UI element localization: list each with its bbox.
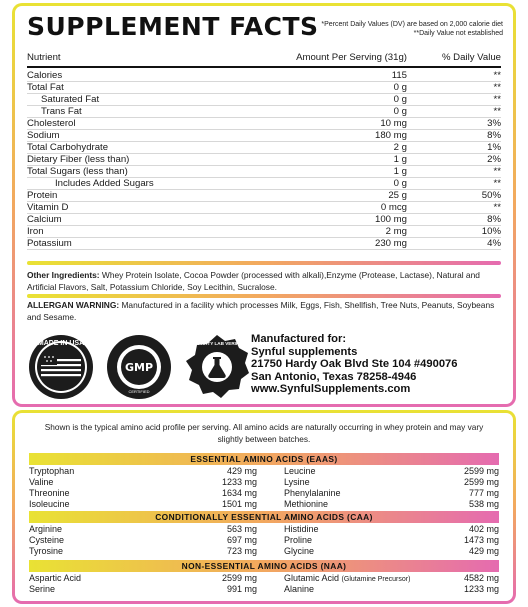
amino-acid-name: Valine [29, 477, 54, 487]
amino-row [29, 573, 499, 583]
dv-note-2: **Daily Value not established [413, 30, 503, 37]
supplement-facts-panel [12, 3, 516, 407]
amino-acid-amount: 991 mg [226, 584, 257, 594]
nutrient-amount: 2 mg [385, 226, 407, 237]
nutrient-name: Trans Fat [41, 106, 82, 117]
amino-acid-name: Glutamic Acid (Glutamine Precursor) [284, 573, 411, 583]
amino-acid-amount: 4582 mg [463, 573, 499, 583]
amino-section-header: NON-ESSENTIAL AMINO ACIDS (NAA) [29, 560, 499, 572]
nutrient-row [27, 142, 501, 154]
amino-acid-name: Phenylalanine [284, 488, 341, 498]
divider-bar-2 [27, 294, 501, 298]
nutrient-name: Iron [27, 226, 44, 237]
amino-acid-amount: 402 mg [468, 524, 499, 534]
nutrient-dv: ** [493, 166, 501, 177]
nutrient-dv: 3% [487, 118, 501, 129]
amino-acid-amount: 1233 mg [221, 477, 257, 487]
amino-acid-amount: 2599 mg [221, 573, 257, 583]
amino-row [29, 488, 499, 498]
dv-note: *Percent Daily Values (DV) are based on 2,000 calorie diet [321, 21, 503, 28]
amino-acid-name: Aspartic Acid [29, 573, 82, 583]
gmp-badge-certified: CERTIFIED [128, 389, 150, 394]
amino-row [29, 524, 499, 534]
manufacturer-line-4: San Antonio, Texas 78258-4946 [251, 370, 417, 383]
amino-acid-name: Histidine [284, 524, 319, 534]
amino-acid-name: Threonine [29, 488, 70, 498]
nutrient-dv: 50% [481, 190, 501, 201]
amino-acid-name: Leucine [284, 466, 316, 476]
nutrient-row [27, 214, 501, 226]
nutrient-amount: 115 [391, 70, 407, 81]
amino-acid-name: Tyrosine [29, 546, 64, 556]
amino-acid-name: Alanine [284, 584, 315, 594]
nutrient-row [27, 202, 501, 214]
header-nutrient: Nutrient [27, 52, 61, 63]
nutrient-name: Sodium [27, 130, 60, 141]
amino-acid-name: Methionine [284, 499, 329, 509]
amino-acid-name: Lysine [284, 477, 310, 487]
nutrient-row [27, 178, 501, 190]
nutrient-row [27, 190, 501, 202]
amino-acid-name: Cysteine [29, 535, 65, 545]
nutrient-amount: 10 mg [380, 118, 407, 129]
nutrient-amount: 100 mg [375, 214, 407, 225]
amino-row [29, 477, 499, 487]
amino-acid-amount: 697 mg [226, 535, 257, 545]
amino-row [29, 546, 499, 556]
usa-badge-text: MADE IN USA [37, 340, 85, 347]
amino-acid-name: Proline [284, 535, 313, 545]
nutrient-name: Saturated Fat [41, 94, 100, 105]
allergen-text: Manufactured in a facility which processes Milk, Eggs, Fish, Shellfish, Tree Nuts, Peanuts, Soybeans and Sesame. [27, 300, 495, 322]
nutrient-name: Total Sugars (less than) [27, 166, 128, 177]
amino-intro-text: Shown is the typical amino acid profile per serving. All amino acids are naturally occurring in whey protein and may vary slightly between batches. [44, 422, 484, 444]
supplement-facts-title: SUPPLEMENT FACTS [27, 12, 319, 41]
amino-section-header: CONDITIONALLY ESSENTIAL AMINO ACIDS (CAA) [29, 511, 499, 523]
nutrient-row [27, 70, 501, 82]
nutrient-row [27, 238, 501, 250]
manufacturer-info [251, 333, 458, 396]
ingredients-text: Whey Protein Isolate, Cocoa Powder (processed with alkali),Enzyme (Protease, Lactase), Natural and Artificial Flavors, Salt, Potassium Chloride, Soy Lecithin, Sucralose. [27, 270, 480, 292]
daily-value-notes [279, 20, 503, 38]
gmp-badge-text: GMP [124, 361, 154, 374]
nutrient-name: Dietary Fiber (less than) [27, 154, 130, 165]
amino-acid-name: Glycine [284, 546, 315, 556]
nutrient-amount: 1 g [393, 166, 407, 177]
divider-bar-1 [27, 261, 501, 265]
amino-acid-amount: 723 mg [226, 546, 257, 556]
nutrient-row [27, 82, 501, 94]
glutamic-note: (Glutamine Precursor) [341, 576, 411, 583]
amino-section-header: ESSENTIAL AMINO ACIDS (EAAS) [29, 453, 499, 465]
nutrient-dv: ** [493, 202, 501, 213]
allergen-warning [27, 299, 499, 323]
allergen-label: ALLERGAN WARNING: [27, 300, 120, 310]
nutrient-amount: 0 mcg [380, 202, 407, 213]
facts-header-row [27, 52, 501, 64]
amino-acid-amount: 777 mg [468, 488, 499, 498]
nutrient-dv: 1% [487, 142, 501, 153]
amino-acid-name: Serine [29, 584, 56, 594]
nutrient-row [27, 166, 501, 178]
amino-acid-amount: 1634 mg [221, 488, 257, 498]
nutrient-name: Total Carbohydrate [27, 142, 109, 153]
amino-acid-amount: 1501 mg [221, 499, 257, 509]
amino-acid-profile-panel [12, 410, 516, 604]
nutrient-name: Vitamin D [27, 202, 69, 213]
nutrient-amount: 180 mg [375, 130, 407, 141]
nutrient-name: Cholesterol [27, 118, 76, 129]
nutrient-row [27, 106, 501, 118]
manufacturer-line-3: 21750 Hardy Oak Blvd Ste 104 #490076 [251, 358, 458, 370]
gmp-certified-badge-icon [105, 333, 173, 401]
nutrient-name: Calcium [27, 214, 62, 225]
amino-row [29, 499, 499, 509]
manufacturer-line-2: Synful supplements [251, 345, 358, 358]
nutrient-amount: 2 g [393, 142, 407, 153]
nutrient-name: Calories [27, 70, 63, 81]
nutrient-dv: ** [493, 82, 501, 93]
made-in-usa-badge-icon [27, 333, 95, 401]
nutrient-amount: 25 g [388, 190, 407, 201]
nutrient-dv: ** [493, 94, 501, 105]
nutrient-row [27, 226, 501, 238]
manufacturer-line-1: Manufactured for: [251, 333, 347, 345]
amino-acid-amount: 538 mg [468, 499, 499, 509]
amino-row [29, 584, 499, 594]
nutrient-dv: 2% [487, 154, 501, 165]
nutrient-amount: 0 g [393, 178, 407, 189]
lab-verified-badge-icon [183, 333, 251, 401]
amino-acid-name: Arginine [29, 524, 63, 534]
nutrient-row [27, 130, 501, 142]
header-dv: % Daily Value [441, 52, 501, 63]
nutrient-row [27, 154, 501, 166]
amino-row [29, 466, 499, 476]
nutrient-dv: ** [493, 178, 501, 189]
nutrient-amount: 0 g [393, 106, 407, 117]
amino-acid-name: Tryptophan [29, 466, 75, 476]
nutrient-dv: ** [493, 70, 501, 81]
header-divider [27, 66, 501, 68]
amino-row [29, 535, 499, 545]
nutrient-row [27, 118, 501, 130]
amino-acid-amount: 563 mg [226, 524, 257, 534]
nutrient-table [15, 70, 513, 250]
nutrient-amount: 0 g [393, 94, 407, 105]
amino-acid-name: Isoleucine [29, 499, 70, 509]
nutrient-dv: 8% [487, 130, 501, 141]
manufacturer-website: www.SynfulSupplements.com [251, 383, 411, 395]
header-amount: Amount Per Serving (31g) [296, 52, 407, 63]
ingredients-label: Other Ingredients: [27, 270, 100, 280]
nutrient-dv: 10% [481, 226, 501, 237]
nutrient-amount: 1 g [393, 154, 407, 165]
nutrient-dv: 4% [487, 238, 501, 249]
nutrient-row [27, 94, 501, 106]
nutrient-name: Includes Added Sugars [55, 178, 154, 189]
nutrient-name: Total Fat [27, 82, 64, 93]
amino-acid-amount: 429 mg [226, 466, 257, 476]
nutrient-dv: 8% [487, 214, 501, 225]
amino-acid-amount: 1473 mg [463, 535, 499, 545]
nutrient-amount: 230 mg [375, 238, 407, 249]
amino-acid-amount: 429 mg [468, 546, 499, 556]
nutrient-dv: ** [493, 106, 501, 117]
nutrient-name: Potassium [27, 238, 72, 249]
amino-acid-amount: 2599 mg [463, 477, 499, 487]
amino-acid-amount: 2599 mg [463, 466, 499, 476]
nutrient-amount: 0 g [393, 82, 407, 93]
amino-acid-amount: 1233 mg [463, 584, 499, 594]
other-ingredients [27, 269, 499, 293]
nutrient-name: Protein [27, 190, 58, 201]
lab-badge-text: 3RD PARTY LAB VERIFIED [187, 341, 247, 346]
